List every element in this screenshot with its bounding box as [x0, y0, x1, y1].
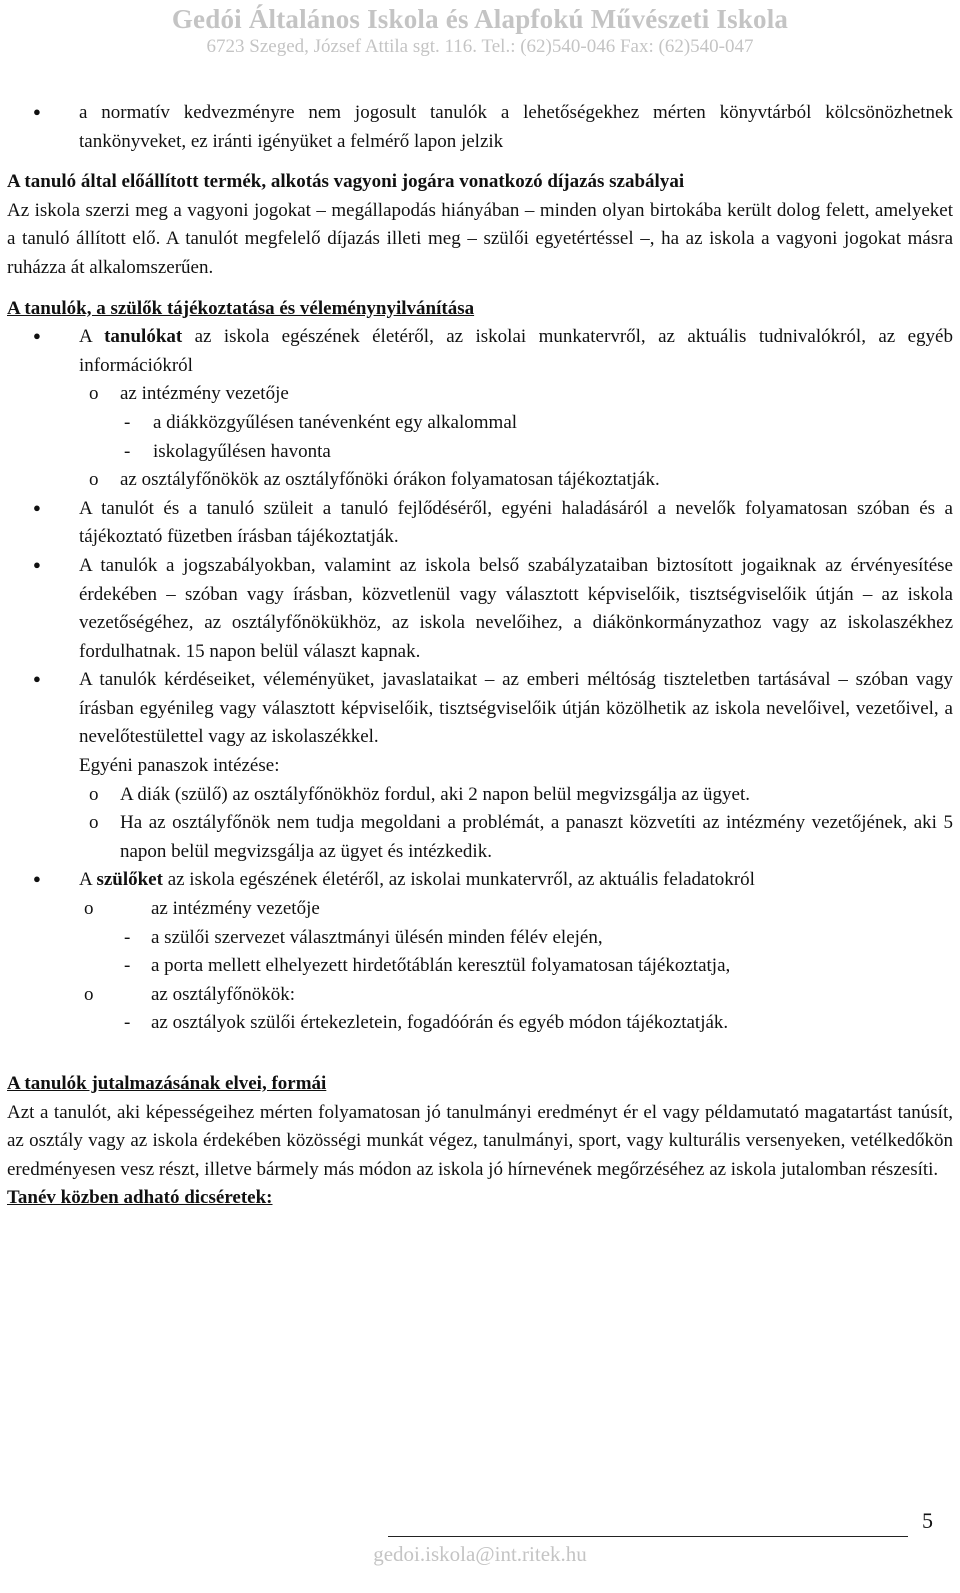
dash-item: [7, 1009, 953, 1038]
b1-pre: A: [79, 326, 105, 348]
dash-item: [7, 409, 953, 438]
b1-post: az iskola egészének életéről, az iskolai munkatervről, az aktuális tudnivalókról, az egyéb információkról: [79, 326, 953, 376]
sub-item: [7, 895, 953, 924]
b1-bold-students: tanulókat: [104, 326, 183, 348]
bullet-parents-info: [7, 866, 953, 895]
section3-body: Azt a tanulót, aki képességeihez mérten folyamatosan jó tanulmányi eredményt ér el vagy példamutató magatartást tanúsít, az osztály vagy az iskola érdekében közösségi munkát végez, tanulmányi, sport, vagy kulturális versenyeken, vetélkedőkön eredményesen vesz részt, illetve bármely más módon az iskola jó hírnevének megőrzéséhez az iskola jutalomban részesíti.: [7, 1101, 953, 1180]
dash-text: iskolagyűlésen havonta: [153, 440, 331, 462]
dash-text: az osztályok szülői értekezletein, fogadóórán és egyéb módon tájékoztatják.: [151, 1012, 729, 1034]
bullet-rights: ● A tanulók a jogszabályokban, valamint az iskola belső szabályzataiban biztosított jogaiknak az érvényesítése érdekében – szóban vagy írásban, közvetlenül vagy választott képviselőik, tisztségviselőik útján – az iskola vezetőségéhez, az osztályfőnökükhöz, az iskola nevelőihez, a diákönkormányzathoz vagy az iskolaszékhez fordulhatnak. 15 napon belül választ kapnak.: [7, 552, 953, 666]
circle-marker: o: [89, 383, 99, 405]
sub-text: A diák (szülő) az osztályfőnökhöz fordul, aki 2 napon belül megvizsgálja az ügyet.: [120, 783, 750, 805]
circle-marker: o: [89, 812, 99, 834]
circle-marker: o: [89, 469, 99, 491]
circle-marker: o: [84, 983, 94, 1005]
sub-text: az osztályfőnökök:: [151, 983, 296, 1005]
b5-pre: A: [79, 869, 97, 891]
dash-marker: -: [124, 440, 131, 462]
sub-item: [7, 781, 953, 810]
dash-text: a szülői szervezet választmányi ülésén minden félév elején,: [151, 926, 603, 948]
dash-marker: -: [124, 955, 131, 977]
circle-marker: o: [84, 898, 94, 920]
dash-marker: -: [124, 926, 131, 948]
section1-heading: A tanuló által előállított termék, alkotás vagyoni jogára vonatkozó díjazás szabályai: [7, 171, 685, 193]
complaints-label: Egyéni panaszok intézése:: [79, 755, 280, 777]
dash-item: [7, 438, 953, 467]
sub-item: [7, 981, 953, 1010]
dash-item: [7, 952, 953, 981]
sub-text: Ha az osztályfőnök nem tudja megoldani a problémát, a panaszt közvetíti az intézmény vezetőjének, aki 5 napon belül megvizsgálja az ügyet és intézkedik.: [120, 812, 953, 862]
sub-item: [7, 466, 953, 495]
section3-subheading: Tanév közben adható dicséretek:: [7, 1187, 273, 1209]
school-address-header: 6723 Szeged, József Attila sgt. 116. Tel.: (62)540-046 Fax: (62)540-047: [206, 36, 754, 57]
footer-divider: [388, 1536, 908, 1537]
bullet-students-info: [7, 323, 953, 380]
bullet-questions: ● A tanulók kérdéseiket, véleményüket, javaslataikat – az emberi méltóság tiszteletben tartásával – szóban vagy írásban egyénileg vagy választott képviselőik, tisztségviselőik útján közölhetik az iskola nevelőivel, vezetőivel, a nevelőtestülettel vagy az iskolaszékkel.: [7, 666, 953, 752]
b5-post: az iskola egészének életéről, az iskolai munkatervről, az aktuális feladatokról: [162, 869, 755, 891]
section3-heading: A tanulók jutalmazásának elvei, formái: [7, 1073, 327, 1094]
section1-body: Az iskola szerzi meg a vagyoni jogokat – megállapodás hiányában – minden olyan birtokába került dolog felett, amelyeket a tanuló állított elő. A tanulót megfelelő díjazás illeti meg – szülői egyetértéssel –, ha az iskola a vagyoni jogokat másra ruházza át alkalomszerűen.: [7, 199, 953, 278]
dash-marker: -: [124, 411, 131, 433]
dash-item: [7, 924, 953, 953]
dash-text: a porta mellett elhelyezett hirdetőtáblán keresztül folyamatosan tájékoztatja,: [151, 955, 731, 977]
sub-text: az osztályfőnökök az osztályfőnöki órákon folyamatosan tájékoztatják.: [120, 469, 660, 491]
sub-text: az intézmény vezetője: [120, 383, 289, 405]
intro-bullet: ● a normatív kedvezményre nem jogosult tanulók a lehetőségekhez mérten könyvtárból kölcsönözhetnek tankönyveket, ez iránti igényüket a felmérő lapon jelzik: [7, 99, 953, 156]
dash-marker: -: [124, 1012, 131, 1034]
sub-item: [7, 380, 953, 409]
sub-text: az intézmény vezetője: [151, 898, 320, 920]
sub-item: [7, 809, 953, 866]
section2-heading: A tanulók, a szülők tájékoztatása és véleménynyilvánítása: [7, 297, 475, 319]
dash-text: a diákközgyűlésen tanévenként egy alkalommal: [153, 411, 518, 433]
school-name-header: Gedói Általános Iskola és Alapfokú Művészeti Iskola: [171, 4, 789, 34]
b5-bold-parents: szülőket: [96, 869, 163, 891]
footer-email: gedoi.iskola@int.ritek.hu: [373, 1542, 587, 1566]
circle-marker: o: [89, 783, 99, 805]
document-body: [7, 99, 953, 1213]
bullet-parents-progress: ● A tanulót és a tanuló szüleit a tanuló fejlődéséről, egyéni haladásáról a nevelők folyamatosan szóban és a tájékoztató füzetben írásban tájékoztatják.: [7, 495, 953, 552]
page-number: 5: [922, 1508, 933, 1533]
